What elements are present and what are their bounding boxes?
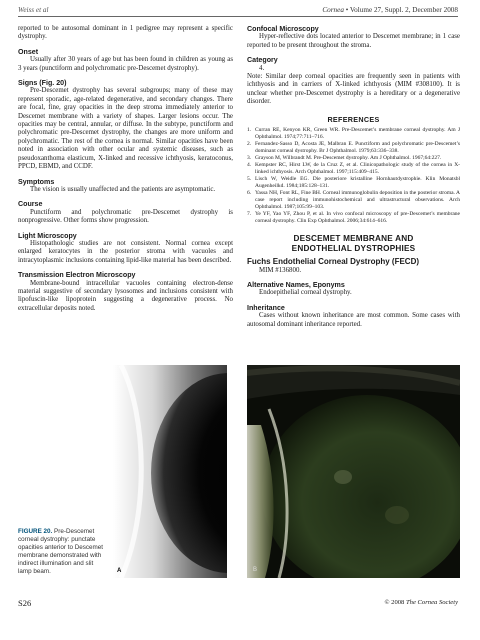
journal-issue: Volume 27, Suppl. 2, December 2008 — [349, 6, 458, 14]
fecd-title: Fuchs Endothelial Corneal Dystrophy (FECD) — [247, 256, 420, 266]
symptoms-text: The vision is usually unaffected and the patients are asymptomatic. — [30, 185, 216, 193]
course-heading: Course — [18, 200, 43, 209]
alt-names-heading: Alternative Names, Eponyms — [247, 281, 345, 290]
figure-20-panel-b — [247, 365, 460, 578]
header-journal: Cornea • Volume 27, Suppl. 2, December 2008 — [322, 6, 458, 14]
intro-paragraph: reported to be autosomal dominant in 1 pedigree may represent a specific dystrophy. — [18, 25, 233, 41]
reference-item: 5. Lisch W, Weidle EG. Die posteriore kristalline Hornhautdystrophie. Klin Monatsbl Augenheilkd. 1984;185:128–131. — [247, 176, 460, 190]
symptoms-heading: Symptoms — [18, 177, 55, 186]
category-heading: Category — [247, 56, 278, 65]
fecd-mim: MIM #136800. — [259, 266, 302, 274]
signs-heading: Signs (Fig. 20) — [18, 79, 67, 88]
signs-text: Pre-Descemet dystrophy has several subgroups; many of these may represent sporadic, age-related degenerative, and secondary changes. There are focal, fine, gray opacities in the deep stroma immediately anterior to Descemet membrane with a variety of shapes. Larger lesions occur. The opacities may be central, annular, or diffuse. In the subtype, punctiform and polychromatic pre-Descemet dystrophy, the changes are more uniform and polychromatic. The rest of the cornea is normal. Similar opacities have been noted in association with other ocular and systemic diseases, such as pseudoxanthoma elasticum, X-linked and recessive ichthyosis, keratoconus, PPCD, EBMD, and CCDF. — [18, 87, 233, 171]
reference-item: 6. Yassa NH, Font RL, Fine BH. Corneal immunoglobulin deposition in the posterior stroma. A case report including immunohistochemical and ultrastructural observations. Arch Ophthalmol. 1987;105:99–103. — [247, 190, 460, 210]
figure-label: FIGURE 20. — [18, 528, 53, 535]
references-heading: REFERENCES — [327, 114, 380, 124]
panel-a-label: A — [117, 568, 122, 574]
reference-item: 4. Kempster RC, Hirst LW, de la Cruz Z, et al. Clinicopathologic study of the cornea in X-linked ichthyosis. Arch Ophthalmol. 1997;115:409–415. — [247, 162, 460, 176]
retroillumination-photo-b — [247, 365, 460, 578]
right-column — [247, 25, 460, 329]
panel-b-label: B — [253, 567, 258, 573]
tem-heading: Transmission Electron Microscopy — [18, 271, 136, 280]
reference-item: 3. Grayson M, Wilbrandt M. Pre-Descemet dystrophy. Am J Ophthalmol. 1967;64:227. — [247, 155, 442, 162]
page-number: S26 — [18, 598, 32, 608]
onset-heading: Onset — [18, 47, 39, 56]
slit-lamp-photo-a — [113, 365, 227, 578]
alt-names-text: Endoepithelial corneal dystrophy. — [259, 289, 352, 297]
inheritance-heading: Inheritance — [247, 303, 285, 312]
note-paragraph: Note: Similar deep corneal opacities are frequently seen in patients with ichthyosis and in carriers of X-linked ichthyosis (MIM #308100). It is unclear whether pre-Descemet dystrophy is a hereditary or a degenerative disorder. — [247, 73, 460, 106]
left-column — [18, 25, 233, 313]
figure-caption-text: Pre-Descemet corneal dystrophy: punctate opacities anterior to Descemet membrane demonstrated with indirect illumination and slit lamp beam. — [18, 528, 104, 575]
journal-name: Cornea — [322, 6, 344, 14]
light-microscopy-heading: Light Microscopy — [18, 231, 77, 240]
tem-text: Membrane-bound intracellular vacuoles containing electron-dense material suggestive of secondary lysosomes and inclusions consistent with lipofuscin-like lipoprotein suggesting a degenerative process. No extracellular deposits noted. — [18, 279, 233, 312]
category-value: 4. — [259, 64, 265, 72]
figure-caption — [18, 528, 108, 575]
light-microscopy-text: Histopathologic studies are not consistent. Normal cornea except enlarged keratocytes in the posterior stroma with vacuoles and intracytoplasmic inclusions containing lipid-like material has been described. — [18, 239, 233, 264]
inheritance-text: Cases without known inheritance are most common. Some cases with autosomal dominant inheritance reported. — [247, 312, 460, 328]
header-authors: Weiss et al — [18, 6, 49, 14]
reference-item: 1. Curran RE, Kenyon KR, Green WR. Pre-Descemet’s membrane corneal dystrophy. Am J Ophthalmol. 1974;77:711–716. — [247, 127, 460, 140]
reference-item: 7. Ye YF, Yao YF, Zhou P, et al. In vivo confocal microscopy of pre-Descemet’s membrane corneal dystrophy. Clin Exp Ophthalmol. 2006;34:614–616. — [247, 211, 460, 224]
copyright: © 2008 The Cornea Society — [384, 599, 458, 606]
reference-item: 2. Fernandez-Sasso D, Acosta JE, Malbran E. Punctiform and polychromatic pre-Descemet’s dominant corneal dystrophy. Br J Ophthalmol. 1979;63:336–338. — [247, 141, 460, 154]
confocal-text: Hyper-reflective dots located anterior to Descemet membrane; in 1 case reported to be present throughout the stroma. — [247, 33, 460, 49]
onset-text: Usually after 30 years of age but has been found in children as young as 3 years (punctiform and polychromatic pre-Descemet dystrophy). — [18, 56, 233, 72]
confocal-heading: Confocal Microscopy — [247, 25, 319, 33]
header-rule — [18, 16, 458, 17]
section-heading: DESCEMET MEMBRANE AND ENDOTHELIAL DYSTROPHIES — [291, 234, 416, 254]
figure-20-panel-a — [113, 365, 227, 578]
course-text: Punctiform and polychromatic pre-Descemet dystrophy is nonprogressive. Other forms show progression. — [18, 208, 233, 225]
references-list — [247, 127, 460, 224]
